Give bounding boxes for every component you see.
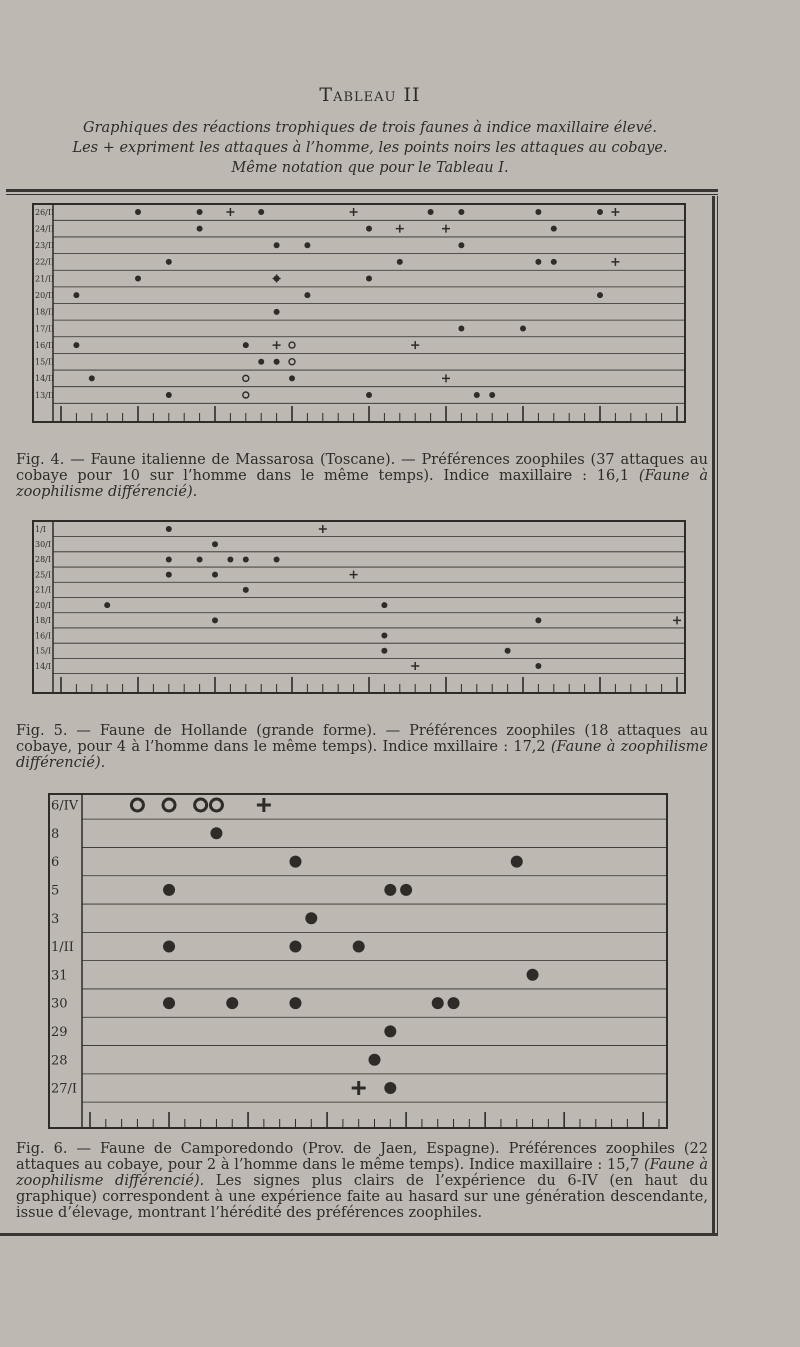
fig5-cobaye-mark bbox=[381, 633, 387, 639]
fig4-cobaye-mark bbox=[166, 392, 172, 398]
fig5-cobaye-mark bbox=[166, 572, 172, 578]
fig6-cobaye-mark bbox=[210, 827, 222, 839]
fig5-cobaye-mark bbox=[381, 648, 387, 654]
fig4-ring-mark bbox=[243, 375, 249, 381]
fig6-caption-italic: (Faune à zoophilisme différencié). bbox=[16, 1157, 709, 1189]
intro-line: Même notation que pour le Tableau I. bbox=[231, 160, 509, 176]
fig4-cobaye-mark bbox=[73, 292, 79, 298]
fig4-cobaye-mark bbox=[520, 325, 526, 331]
fig4-cobaye-mark bbox=[458, 325, 464, 331]
fig4-row-label: 26/II bbox=[35, 207, 55, 217]
fig5-cobaye-mark bbox=[212, 541, 218, 547]
fig5-cobaye-mark bbox=[166, 526, 172, 532]
fig5-caption-italic: (Faune à zoophilisme différencié). bbox=[16, 739, 709, 771]
fig5-cobaye-mark bbox=[381, 602, 387, 608]
fig4-cobaye-mark bbox=[135, 209, 141, 215]
fig5-caption bbox=[16, 723, 708, 771]
fig5-cobaye-mark bbox=[535, 663, 541, 669]
fig4-cobaye-mark bbox=[366, 276, 372, 282]
fig4-cobaye-mark bbox=[474, 392, 480, 398]
fig4-cobaye-mark bbox=[258, 209, 264, 215]
fig6-cobaye-mark bbox=[384, 1082, 396, 1094]
fig4-cobaye-mark bbox=[289, 375, 295, 381]
fig5-cobaye-mark bbox=[227, 556, 233, 562]
fig4-caption-italic: (Faune à zoophilisme différencié). bbox=[16, 468, 709, 500]
fig4-row-label: 15/II bbox=[35, 357, 55, 367]
fig4-caption-text: Fig. 4. — Faune italienne de Massarosa (Toscane). — Préférences zoophiles (37 attaques au cobaye pour 10 sur l’homme dans le même temps). Indice maxillaire : 16,1 bbox=[16, 452, 708, 484]
fig4-homme-mark bbox=[411, 341, 419, 349]
fig6-cobaye-mark bbox=[511, 856, 523, 868]
fig6-ring-mark bbox=[195, 799, 207, 811]
fig4-cobaye-mark bbox=[166, 259, 172, 265]
fig6-cobaye-mark bbox=[384, 1025, 396, 1037]
fig4-cobaye-mark bbox=[366, 226, 372, 232]
fig4-homme-mark bbox=[350, 208, 358, 216]
fig5-cobaye-mark bbox=[243, 587, 249, 593]
fig4-row-label: 22/II bbox=[35, 257, 55, 267]
fig6-cobaye-mark bbox=[400, 884, 412, 896]
fig5-cobaye-mark bbox=[166, 556, 172, 562]
fig4-row-label: 18/II bbox=[35, 307, 55, 317]
fig6-cobaye-mark bbox=[163, 997, 175, 1009]
fig4-cobaye-mark bbox=[458, 209, 464, 215]
fig4-row-label: 17/II bbox=[35, 324, 55, 334]
fig4-ring-mark bbox=[289, 342, 295, 348]
fig4-row-label: 21/II bbox=[35, 274, 55, 284]
fig5-cobaye-mark bbox=[274, 556, 280, 562]
fig6-cobaye-mark bbox=[353, 941, 365, 953]
fig6-cobaye-mark bbox=[226, 997, 238, 1009]
fig5-homme-mark bbox=[411, 662, 419, 670]
fig6-cobaye-mark bbox=[163, 884, 175, 896]
fig4-ring-mark bbox=[289, 359, 295, 365]
fig5-cobaye-mark bbox=[212, 617, 218, 623]
fig6-row-label: 31 bbox=[51, 968, 68, 984]
fig4-row-label: 14/II bbox=[35, 374, 55, 384]
fig6-row-label: 28 bbox=[51, 1053, 68, 1069]
fig5-row-label: 28/I bbox=[35, 555, 52, 565]
fig4-homme-mark bbox=[442, 225, 450, 233]
fig5-row-label: 20/I bbox=[35, 600, 52, 610]
fig5-row-label: 1/I bbox=[35, 524, 46, 534]
fig4-row-label: 16/II bbox=[35, 340, 55, 350]
fig4-cobaye-mark bbox=[73, 342, 79, 348]
fig6-cobaye-mark bbox=[289, 997, 301, 1009]
fig6-cobaye-mark bbox=[289, 941, 301, 953]
fig6-cobaye-mark bbox=[369, 1054, 381, 1066]
fig4-cobaye-mark bbox=[304, 292, 310, 298]
fig6-row-label: 29 bbox=[51, 1024, 68, 1040]
fig5-chart-frame bbox=[33, 521, 685, 693]
fig4-cobaye-mark bbox=[197, 209, 203, 215]
fig5-row-label: 21/I bbox=[35, 585, 52, 595]
fig4-homme-mark bbox=[396, 225, 404, 233]
fig5-homme-mark bbox=[673, 616, 681, 624]
fig5-caption-text: Fig. 5. — Faune de Hollande (grande forme). — Préférences zoophiles (18 attaques au cobaye, pour 4 à l’homme dans le même temps). Indice mxillaire : 17,2 bbox=[16, 723, 708, 755]
fig5-cobaye-mark bbox=[243, 556, 249, 562]
fig6-caption-text: Fig. 6. — Faune de Camporedondo (Prov. de Jaen, Espagne). Préférences zoophiles (22 attaques au cobaye, pour 2 à l’homme dans le même temps). Indice maxillaire : 15,7 bbox=[16, 1141, 708, 1173]
fig4-cobaye-mark bbox=[274, 242, 280, 248]
fig4-homme-mark bbox=[611, 208, 619, 216]
fig5-row-label: 18/I bbox=[35, 616, 52, 626]
fig4-cobaye-mark bbox=[258, 359, 264, 365]
fig4-ring-mark bbox=[243, 392, 249, 398]
fig6-cobaye-mark bbox=[289, 856, 301, 868]
fig6-homme-mark bbox=[352, 1081, 366, 1095]
fig5-homme-mark bbox=[319, 525, 327, 533]
fig4-cobaye-mark bbox=[304, 242, 310, 248]
fig6-cobaye-mark bbox=[448, 997, 460, 1009]
fig4-cobaye-mark bbox=[135, 276, 141, 282]
fig6-row-label: 8 bbox=[51, 826, 60, 842]
fig5-cobaye-mark bbox=[212, 572, 218, 578]
fig4-cobaye-mark bbox=[551, 226, 557, 232]
fig4-cobaye-mark bbox=[535, 259, 541, 265]
fig6-cobaye-mark bbox=[432, 997, 444, 1009]
fig5-cobaye-mark bbox=[104, 602, 110, 608]
fig4-cobaye-mark bbox=[458, 242, 464, 248]
fig6-row-label: 5 bbox=[51, 883, 60, 899]
fig6-row-label: 27/I bbox=[51, 1081, 78, 1097]
fig6-cobaye-mark bbox=[384, 884, 396, 896]
fig4-homme-mark bbox=[611, 258, 619, 266]
fig4-row-label: 20/II bbox=[35, 290, 55, 300]
fig5-row-label: 25/I bbox=[35, 570, 52, 580]
fig4-cobaye-mark bbox=[243, 342, 249, 348]
fig4-homme-mark bbox=[226, 208, 234, 216]
page-title: Tableau II bbox=[319, 84, 421, 106]
fig4-homme-mark bbox=[442, 374, 450, 382]
fig4-cobaye-mark bbox=[89, 375, 95, 381]
fig4-row-label: 24/II bbox=[35, 224, 55, 234]
fig6-row-label: 30 bbox=[51, 996, 68, 1012]
fig4-cobaye-mark bbox=[428, 209, 434, 215]
fig6-homme-mark bbox=[257, 798, 271, 812]
fig5-row-label: 16/I bbox=[35, 631, 52, 641]
fig4-cobaye-mark bbox=[597, 292, 603, 298]
fig6-row-label: 1/II bbox=[51, 940, 74, 956]
fig6-row-label: 3 bbox=[51, 911, 60, 927]
fig5-cobaye-mark bbox=[535, 617, 541, 623]
fig5-homme-mark bbox=[350, 571, 358, 579]
fig5-cobaye-mark bbox=[197, 556, 203, 562]
fig6-caption bbox=[16, 1141, 708, 1221]
fig5-cobaye-mark bbox=[505, 648, 511, 654]
fig4-cobaye-mark bbox=[397, 259, 403, 265]
fig6-ring-mark bbox=[163, 799, 175, 811]
fig4-cobaye-mark bbox=[274, 359, 280, 365]
fig6-cobaye-mark bbox=[163, 941, 175, 953]
fig4-cobaye-mark bbox=[535, 209, 541, 215]
fig4-row-label: 13/II bbox=[35, 390, 55, 400]
fig6-cobaye-mark bbox=[527, 969, 539, 981]
fig6-row-label: 6 bbox=[51, 855, 60, 871]
fig4-cobaye-mark bbox=[197, 226, 203, 232]
fig4-cobaye-mark bbox=[551, 259, 557, 265]
fig5-row-label: 14/I bbox=[35, 661, 52, 671]
fig4-cobaye-mark bbox=[597, 209, 603, 215]
intro-line: Graphiques des réactions trophiques de trois faunes à indice maxillaire élevé. bbox=[83, 120, 657, 136]
fig5-row-label: 30/I bbox=[35, 540, 52, 550]
fig5-row-label: 15/I bbox=[35, 646, 52, 656]
fig6-ring-mark bbox=[131, 799, 143, 811]
fig4-row-label: 23/II bbox=[35, 241, 55, 251]
fig6-ring-mark bbox=[210, 799, 222, 811]
fig4-cobaye-mark bbox=[489, 392, 495, 398]
fig4-cobaye-mark bbox=[274, 309, 280, 315]
fig4-homme-mark bbox=[273, 341, 281, 349]
fig4-cobaye-mark bbox=[366, 392, 372, 398]
fig4-caption bbox=[16, 452, 708, 500]
fig6-row-label: 6/IV bbox=[51, 798, 79, 814]
intro-line: Les + expriment les attaques à l’homme, les points noirs les attaques au cobaye. bbox=[72, 140, 668, 156]
fig6-cobaye-mark bbox=[305, 912, 317, 924]
fig6-caption-tail: Les signes plus clairs de l’expérience du 6-IV (en haut du graphique) correspondent à une expérience faite au hasard sur une génération descendante, issue d’élevage, montrant l’hérédité des préférences zoophiles. bbox=[16, 1173, 708, 1221]
fig4-homme-mark bbox=[273, 275, 281, 283]
